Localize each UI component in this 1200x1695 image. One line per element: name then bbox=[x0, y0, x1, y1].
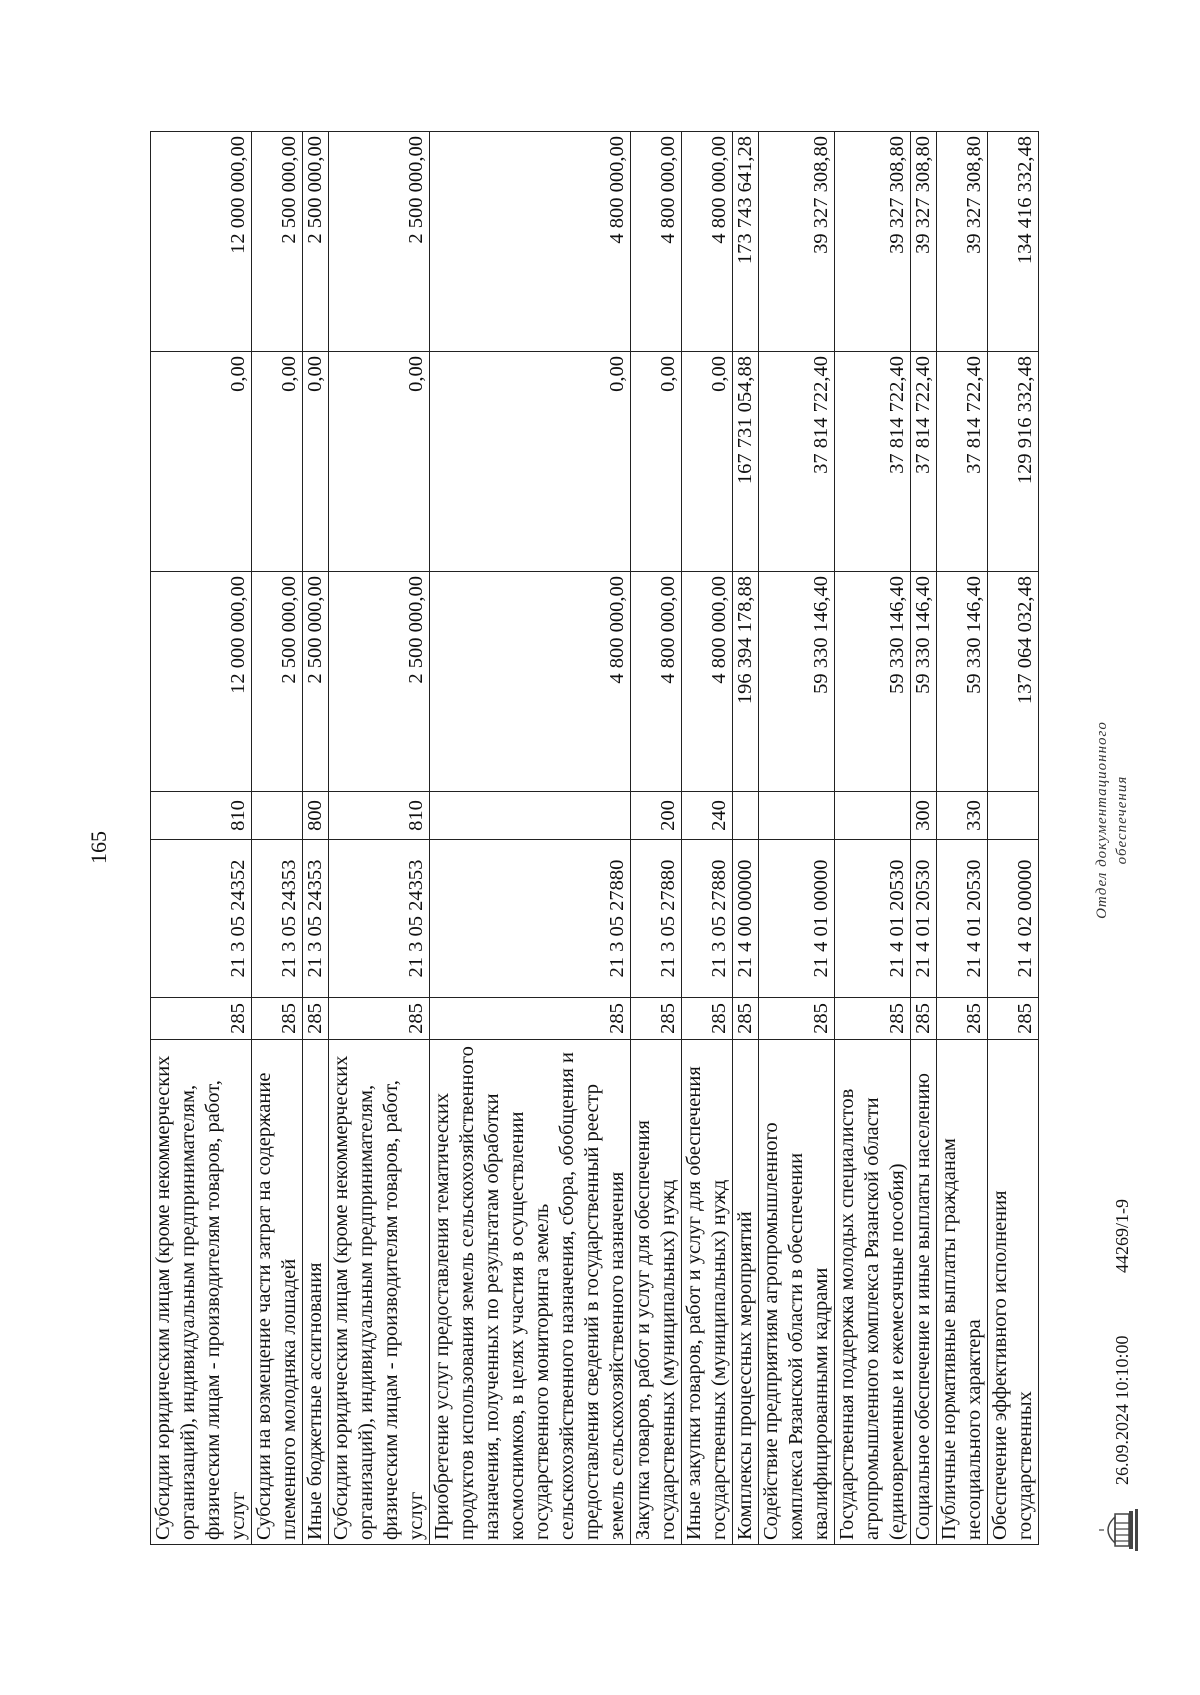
row-amount-3-cell: 4 800 000,00 bbox=[430, 132, 631, 352]
row-expense-kind-cell bbox=[252, 792, 303, 840]
row-expense-kind-cell: 330 bbox=[937, 792, 988, 840]
budget-table bbox=[150, 131, 1039, 1545]
row-target-code-cell: 21 3 05 24353 bbox=[329, 840, 430, 998]
row-amount-2-cell: 0,00 bbox=[252, 352, 303, 572]
footer-date: 26.09.2024 10:10:00 bbox=[1112, 1335, 1132, 1485]
row-target-code-cell: 21 4 01 00000 bbox=[759, 840, 835, 998]
row-amount-3-cell: 173 743 641,28 bbox=[733, 132, 759, 352]
row-amount-1-cell: 59 330 146,40 bbox=[759, 572, 835, 792]
row-code-cell: 285 bbox=[303, 998, 329, 1040]
row-code-cell: 285 bbox=[252, 998, 303, 1040]
row-target-code-cell: 21 3 05 24353 bbox=[252, 840, 303, 998]
row-amount-1-cell: 4 800 000,00 bbox=[682, 572, 733, 792]
row-target-code-cell: 21 3 05 24353 bbox=[303, 840, 329, 998]
row-name-cell: Субсидии юридическим лицам (кроме некоммерческих организаций), индивидуальным предпринимателям, физическим лицам - производителям товаров, работ, услуг bbox=[329, 1040, 430, 1545]
row-name-cell: Государственная поддержка молодых специалистов агропромышленного комплекса Рязанской области (единовременные и ежемесячные пособия) bbox=[835, 1040, 911, 1545]
table-row bbox=[988, 132, 1039, 1545]
row-target-code-cell: 21 4 02 00000 bbox=[988, 840, 1039, 998]
row-amount-2-cell: 37 814 722,40 bbox=[911, 352, 937, 572]
row-amount-3-cell: 39 327 308,80 bbox=[759, 132, 835, 352]
row-amount-1-cell: 2 500 000,00 bbox=[252, 572, 303, 792]
footer-doc-id: 44269/1-9 bbox=[1112, 1198, 1132, 1273]
row-amount-3-cell: 39 327 308,80 bbox=[911, 132, 937, 352]
row-target-code-cell: 21 3 05 27880 bbox=[631, 840, 682, 998]
row-amount-3-cell: 39 327 308,80 bbox=[835, 132, 911, 352]
row-amount-1-cell: 2 500 000,00 bbox=[329, 572, 430, 792]
stamp-line-2: обеспечения bbox=[1114, 775, 1130, 865]
row-amount-2-cell: 37 814 722,40 bbox=[759, 352, 835, 572]
row-name-cell: Закупка товаров, работ и услуг для обеспечения государственных (муниципальных) нужд bbox=[631, 1040, 682, 1545]
table-row bbox=[733, 132, 759, 1545]
duma-logo-icon bbox=[1095, 1505, 1145, 1555]
row-target-code-cell: 21 3 05 27880 bbox=[430, 840, 631, 998]
table-row bbox=[911, 132, 937, 1545]
row-amount-2-cell: 167 731 054,88 bbox=[733, 352, 759, 572]
row-code-cell: 285 bbox=[329, 998, 430, 1040]
row-amount-1-cell: 59 330 146,40 bbox=[835, 572, 911, 792]
table-row bbox=[835, 132, 911, 1545]
row-name-cell: Содействие предприятиям агропромышленного комплекса Рязанской области в обеспечении квалифицированными кадрами bbox=[759, 1040, 835, 1545]
row-expense-kind-cell bbox=[988, 792, 1039, 840]
row-amount-1-cell: 4 800 000,00 bbox=[631, 572, 682, 792]
row-amount-1-cell: 12 000 000,00 bbox=[151, 572, 252, 792]
row-code-cell: 285 bbox=[430, 998, 631, 1040]
row-amount-1-cell: 4 800 000,00 bbox=[430, 572, 631, 792]
row-name-cell: Приобретение услуг предоставления тематических продуктов использования земель сельскохозяйственного назначения, полученных по результатам обработки космоснимков, в целях участия в осуществлении государственного мониторинга земель сельскохозяйственного назначения, сбора, обобщения и предоставления сведений в государственный реестр земель сельскохозяйственного назначения bbox=[430, 1040, 631, 1545]
row-name-cell: Социальное обеспечение и иные выплаты населению bbox=[911, 1040, 937, 1545]
row-name-cell: Иные закупки товаров, работ и услуг для обеспечения государственных (муниципальных) нужд bbox=[682, 1040, 733, 1545]
row-amount-2-cell: 0,00 bbox=[151, 352, 252, 572]
row-amount-1-cell: 2 500 000,00 bbox=[303, 572, 329, 792]
row-code-cell: 285 bbox=[911, 998, 937, 1040]
row-amount-1-cell: 59 330 146,40 bbox=[911, 572, 937, 792]
row-target-code-cell: 21 4 01 20530 bbox=[911, 840, 937, 998]
table-row bbox=[759, 132, 835, 1545]
row-code-cell: 285 bbox=[835, 998, 911, 1040]
row-code-cell: 285 bbox=[733, 998, 759, 1040]
registration-stamp bbox=[1092, 680, 1132, 960]
row-expense-kind-cell: 300 bbox=[911, 792, 937, 840]
row-expense-kind-cell bbox=[733, 792, 759, 840]
row-target-code-cell: 21 4 00 00000 bbox=[733, 840, 759, 998]
table-row bbox=[430, 132, 631, 1545]
row-amount-3-cell: 4 800 000,00 bbox=[631, 132, 682, 352]
stamp-line-1: Отдел документационного bbox=[1094, 721, 1110, 919]
row-amount-2-cell: 37 814 722,40 bbox=[937, 352, 988, 572]
row-name-cell: Субсидии юридическим лицам (кроме некоммерческих организаций), индивидуальным предпринимателям, физическим лицам - производителям товаров, работ, услуг bbox=[151, 1040, 252, 1545]
row-amount-2-cell: 37 814 722,40 bbox=[835, 352, 911, 572]
row-amount-1-cell: 137 064 032,48 bbox=[988, 572, 1039, 792]
row-target-code-cell: 21 4 01 20530 bbox=[835, 840, 911, 998]
row-amount-2-cell: 129 916 332,48 bbox=[988, 352, 1039, 572]
row-amount-1-cell: 59 330 146,40 bbox=[937, 572, 988, 792]
row-expense-kind-cell: 810 bbox=[329, 792, 430, 840]
row-target-code-cell: 21 3 05 27880 bbox=[682, 840, 733, 998]
table-row bbox=[151, 132, 252, 1545]
row-expense-kind-cell bbox=[759, 792, 835, 840]
row-name-cell: Обеспечение эффективного исполнения государственных bbox=[988, 1040, 1039, 1545]
row-expense-kind-cell bbox=[430, 792, 631, 840]
row-amount-2-cell: 0,00 bbox=[682, 352, 733, 572]
row-name-cell: Субсидии на возмещение части затрат на содержание племенного молодняка лошадей bbox=[252, 1040, 303, 1545]
row-amount-3-cell: 4 800 000,00 bbox=[682, 132, 733, 352]
row-amount-3-cell: 12 000 000,00 bbox=[151, 132, 252, 352]
row-amount-3-cell: 2 500 000,00 bbox=[252, 132, 303, 352]
row-code-cell: 285 bbox=[988, 998, 1039, 1040]
row-amount-3-cell: 39 327 308,80 bbox=[937, 132, 988, 352]
row-expense-kind-cell: 240 bbox=[682, 792, 733, 840]
table-row bbox=[303, 132, 329, 1545]
row-amount-3-cell: 134 416 332,48 bbox=[988, 132, 1039, 352]
row-amount-2-cell: 0,00 bbox=[631, 352, 682, 572]
row-amount-2-cell: 0,00 bbox=[329, 352, 430, 572]
row-amount-3-cell: 2 500 000,00 bbox=[329, 132, 430, 352]
row-target-code-cell: 21 4 01 20530 bbox=[937, 840, 988, 998]
row-amount-2-cell: 0,00 bbox=[430, 352, 631, 572]
row-expense-kind-cell: 800 bbox=[303, 792, 329, 840]
table-row bbox=[937, 132, 988, 1545]
row-amount-3-cell: 2 500 000,00 bbox=[303, 132, 329, 352]
row-expense-kind-cell bbox=[835, 792, 911, 840]
footer-info bbox=[1112, 1141, 1133, 1485]
page-number: 165 bbox=[86, 831, 111, 864]
row-target-code-cell: 21 3 05 24352 bbox=[151, 840, 252, 998]
row-name-cell: Комплексы процессных мероприятий bbox=[733, 1040, 759, 1545]
row-code-cell: 285 bbox=[682, 998, 733, 1040]
row-expense-kind-cell: 200 bbox=[631, 792, 682, 840]
row-code-cell: 285 bbox=[631, 998, 682, 1040]
row-expense-kind-cell: 810 bbox=[151, 792, 252, 840]
row-amount-2-cell: 0,00 bbox=[303, 352, 329, 572]
table-row bbox=[252, 132, 303, 1545]
row-code-cell: 285 bbox=[759, 998, 835, 1040]
row-name-cell: Иные бюджетные ассигнования bbox=[303, 1040, 329, 1545]
row-amount-1-cell: 196 394 178,88 bbox=[733, 572, 759, 792]
row-code-cell: 285 bbox=[151, 998, 252, 1040]
table-row bbox=[682, 132, 733, 1545]
table-row bbox=[631, 132, 682, 1545]
row-name-cell: Публичные нормативные выплаты гражданам несоциального характера bbox=[937, 1040, 988, 1545]
row-code-cell: 285 bbox=[937, 998, 988, 1040]
table-row bbox=[329, 132, 430, 1545]
